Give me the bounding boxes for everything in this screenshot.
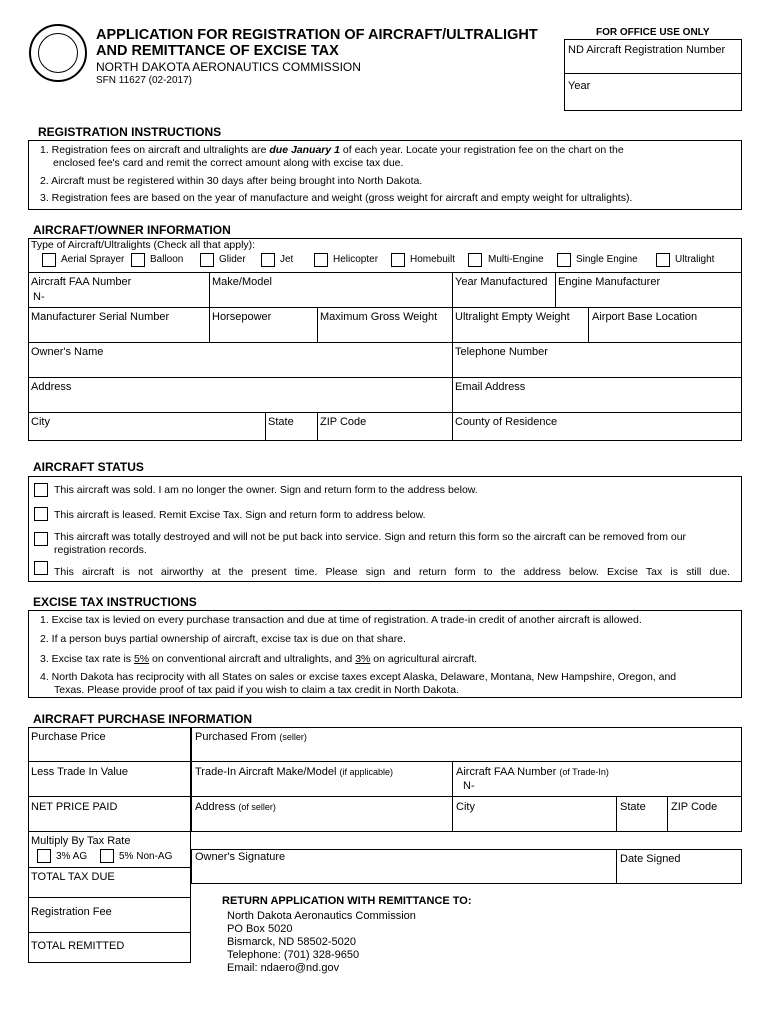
status-destroyed-label-line2: registration records. (54, 544, 147, 556)
trade-in-faa-prefix: N- (463, 780, 475, 792)
email-field[interactable]: Email Address (455, 381, 526, 393)
multi-engine-checkbox[interactable] (468, 253, 482, 267)
owner-name-field[interactable]: Owner's Name (31, 346, 104, 358)
empty-weight-field[interactable]: Ultralight Empty Weight (455, 311, 570, 323)
status-destroyed-checkbox[interactable] (34, 532, 48, 546)
excise-instruction-1: 1. Excise tax is levied on every purchase transaction and due at time of registration. A trade-in credit of another aircraft is allowed. (40, 614, 642, 626)
rate-nonag-checkbox[interactable] (100, 849, 114, 863)
jet-checkbox[interactable] (261, 253, 275, 267)
gross-weight-field[interactable]: Maximum Gross Weight (320, 311, 438, 323)
helicopter-label: Helicopter (333, 254, 379, 265)
total-remitted-field[interactable]: TOTAL REMITTED (31, 940, 125, 952)
form-title-line1: APPLICATION FOR REGISTRATION OF AIRCRAFT/ULTRALIGHT (96, 27, 538, 43)
helicopter-checkbox[interactable] (314, 253, 328, 267)
purchase-price-field[interactable]: Purchase Price (31, 731, 106, 743)
balloon-label: Balloon (150, 254, 184, 265)
seller-address-field[interactable]: Address (of seller) (195, 801, 276, 813)
horsepower-field[interactable]: Horsepower (212, 311, 272, 323)
return-address-email[interactable]: Email: ndaero@nd.gov (227, 962, 340, 974)
aerial-sprayer-label: Aerial Sprayer (61, 254, 125, 265)
reg-instruction-3: 3. Registration fees are based on the year of manufacture and weight (gross weight for aircraft and empty weight for ultralights). (40, 192, 633, 204)
seller-zip-field[interactable]: ZIP Code (671, 801, 718, 813)
purchase-info-heading: AIRCRAFT PURCHASE INFORMATION (33, 712, 253, 726)
status-not-airworthy-label: This aircraft is not airworthy at the present time. Please sign and return form to the address below. Excise Tax is still due. (54, 566, 730, 578)
excise-instruction-3: 3. Excise tax rate is 5% on conventional aircraft and ultralights, and 3% on agricultural aircraft. (40, 653, 478, 665)
return-address-line2: PO Box 5020 (227, 923, 293, 935)
trade-in-model-field[interactable]: Trade-In Aircraft Make/Model (if applicable) (195, 766, 394, 778)
return-address-line3: Bismarck, ND 58502-5020 (227, 936, 357, 948)
city-field[interactable]: City (31, 416, 50, 428)
date-signed-field[interactable]: Date Signed (620, 853, 681, 865)
trade-in-faa-field[interactable]: Aircraft FAA Number (of Trade-In) (456, 766, 609, 778)
return-address-block (227, 910, 416, 975)
reg-instruction-1: 1. Registration fees on aircraft and ultralights are due January 1 of each year. Locate your registration fee on the chart on the (40, 144, 624, 156)
aircraft-status-heading: AIRCRAFT STATUS (33, 460, 144, 474)
make-model-field[interactable]: Make/Model (212, 276, 272, 288)
glider-checkbox[interactable] (200, 253, 214, 267)
nd-registration-number-field[interactable]: ND Aircraft Registration Number (568, 44, 726, 56)
return-address-line4: Telephone: (701) 328-9650 (227, 949, 360, 961)
county-field[interactable]: County of Residence (455, 416, 558, 428)
faa-number-prefix: N- (33, 291, 45, 303)
return-address-line1: North Dakota Aeronautics Commission (227, 910, 416, 922)
total-tax-due-field[interactable]: TOTAL TAX DUE (31, 871, 115, 883)
form-number: SFN 11627 (02-2017) (96, 75, 192, 86)
registration-fee-field[interactable]: Registration Fee (31, 906, 112, 918)
reg-instruction-2: 2. Aircraft must be registered within 30 days after being brought into North Dakota. (40, 175, 423, 187)
excise-instruction-4-line2: Texas. Please provide proof of tax paid if you wish to claim a tax credit in North Dakota. (54, 684, 460, 696)
ultralight-checkbox[interactable] (656, 253, 670, 267)
serial-number-field[interactable]: Manufacturer Serial Number (31, 311, 170, 323)
owner-info-box (28, 238, 742, 441)
excise-instruction-2: 2. If a person buys partial ownership of aircraft, excise tax is due on that share. (40, 633, 406, 645)
zip-field[interactable]: ZIP Code (320, 416, 367, 428)
rate-ag-label: 3% AG (56, 851, 88, 862)
owner-info-heading: AIRCRAFT/OWNER INFORMATION (33, 223, 231, 237)
state-field[interactable]: State (268, 416, 294, 428)
status-destroyed-label: This aircraft was totally destroyed and will not be put back into service. Sign and return this form so the aircraft can be removed from our (54, 531, 687, 543)
state-seal-icon (29, 24, 87, 82)
less-trade-in-field[interactable]: Less Trade In Value (31, 766, 129, 778)
homebuilt-label: Homebuilt (410, 254, 456, 265)
multiply-tax-rate-label: Multiply By Tax Rate (31, 835, 131, 847)
status-not-airworthy-checkbox[interactable] (34, 561, 48, 575)
seller-state-field[interactable]: State (620, 801, 646, 813)
homebuilt-checkbox[interactable] (391, 253, 405, 267)
glider-label: Glider (219, 254, 246, 265)
address-field[interactable]: Address (31, 381, 72, 393)
aerial-sprayer-checkbox[interactable] (42, 253, 56, 267)
rate-ag-checkbox[interactable] (37, 849, 51, 863)
reg-instruction-1-line2: enclosed fee's card and remit the correct amount along with excise tax due. (53, 157, 404, 169)
faa-number-field[interactable]: Aircraft FAA Number (31, 276, 132, 288)
year-manufactured-field[interactable]: Year Manufactured (455, 276, 548, 288)
seller-city-field[interactable]: City (456, 801, 475, 813)
form-title-line2: AND REMITTANCE OF EXCISE TAX (96, 43, 339, 59)
airport-base-field[interactable]: Airport Base Location (592, 311, 698, 323)
office-year-field[interactable]: Year (568, 80, 591, 92)
aircraft-type-label: Type of Aircraft/Ultralights (Check all that apply): (31, 239, 256, 251)
single-engine-label: Single Engine (576, 254, 638, 265)
registration-instructions-heading: REGISTRATION INSTRUCTIONS (38, 125, 222, 139)
jet-label: Jet (280, 254, 294, 265)
rate-nonag-label: 5% Non-AG (119, 851, 173, 862)
balloon-checkbox[interactable] (131, 253, 145, 267)
net-price-field[interactable]: NET PRICE PAID (31, 801, 118, 813)
multi-engine-label: Multi-Engine (488, 254, 544, 265)
ultralight-label: Ultralight (675, 254, 715, 265)
office-use-heading: FOR OFFICE USE ONLY (596, 27, 710, 38)
status-sold-checkbox[interactable] (34, 483, 48, 497)
single-engine-checkbox[interactable] (557, 253, 571, 267)
status-sold-label: This aircraft was sold. I am no longer the owner. Sign and return form to the address below. (54, 484, 478, 496)
engine-manufacturer-field[interactable]: Engine Manufacturer (558, 276, 661, 288)
excise-instructions-heading: EXCISE TAX INSTRUCTIONS (33, 595, 197, 609)
owner-signature-field[interactable]: Owner's Signature (195, 851, 286, 863)
purchased-from-field[interactable]: Purchased From (seller) (195, 731, 307, 743)
status-leased-checkbox[interactable] (34, 507, 48, 521)
status-leased-label: This aircraft is leased. Remit Excise Tax. Sign and return form to address below. (54, 509, 426, 521)
return-address-heading: RETURN APPLICATION WITH REMITTANCE TO: (222, 895, 472, 907)
telephone-field[interactable]: Telephone Number (455, 346, 548, 358)
excise-instruction-4: 4. North Dakota has reciprocity with all States on sales or excise taxes except Alaska, Delaware, Montana, New Hampshire, Oregon, and (40, 671, 677, 683)
agency-name: NORTH DAKOTA AERONAUTICS COMMISSION (96, 60, 361, 74)
